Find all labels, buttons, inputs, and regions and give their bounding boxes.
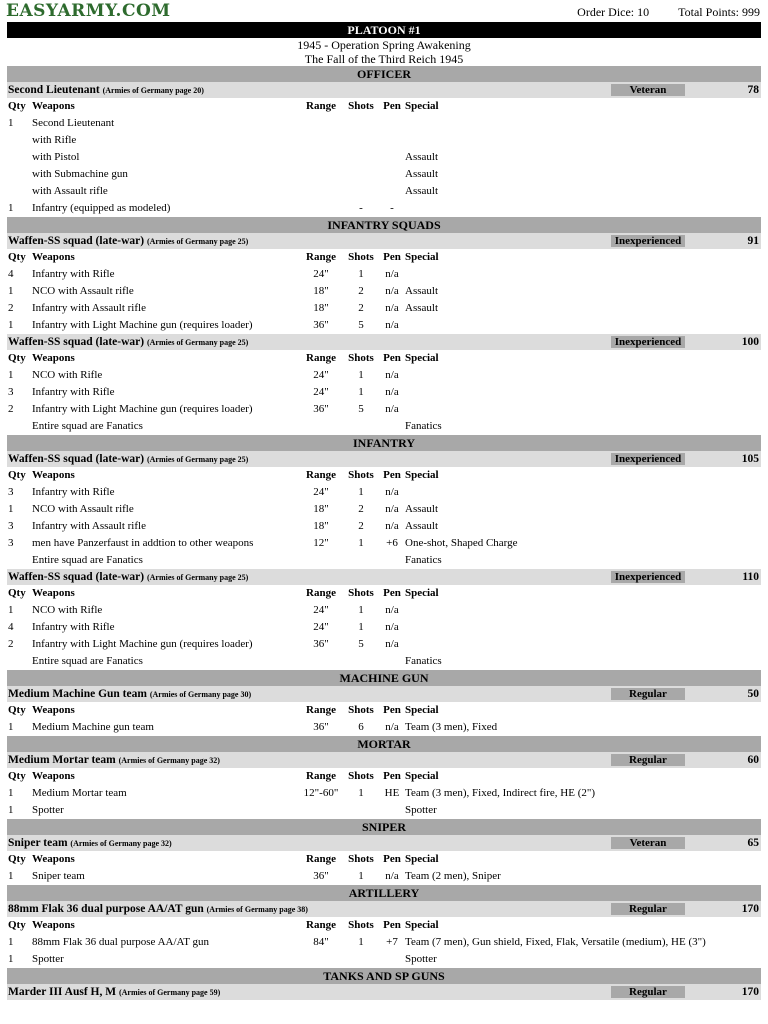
unit-name [8, 334, 248, 351]
unit-name-text: 88mm Flak 36 dual purpose AA/AT gun [8, 903, 204, 915]
weapon-qty: 1 [8, 319, 14, 331]
unit-experience-badge: Inexperienced [611, 235, 685, 247]
unit-reference: (Armies of Germany page 59) [118, 988, 221, 997]
column-header-weapons: Weapons [32, 853, 75, 865]
weapon-row [7, 418, 761, 435]
weapon-row [7, 653, 761, 670]
weapon-row [7, 552, 761, 569]
column-header-special: Special [405, 704, 439, 716]
weapon-row [7, 868, 761, 885]
weapon-weapon: Medium Machine gun team [32, 721, 154, 733]
weapon-weapon: Entire squad are Fanatics [32, 554, 143, 566]
weapon-weapon: Infantry with Assault rifle [32, 520, 146, 532]
weapon-shots: 1 [358, 787, 364, 799]
unit-name-text: Waffen-SS squad (late-war) [8, 336, 145, 348]
weapon-special: Assault [405, 168, 438, 180]
weapon-range: 36" [313, 403, 329, 415]
weapons-table-header [7, 917, 761, 934]
weapon-special: Team (3 men), Fixed, Indirect fire, HE (2") [405, 787, 596, 799]
weapon-row [7, 619, 761, 636]
weapon-weapon: NCO with Assault rifle [32, 285, 134, 297]
unit-reference: (Armies of Germany page 25) [146, 573, 249, 582]
weapon-qty: 4 [8, 621, 14, 633]
unit-name [8, 752, 220, 769]
column-header-pen: Pen [383, 251, 401, 263]
weapon-shots: 5 [358, 638, 364, 650]
unit-name [8, 233, 248, 250]
unit-points: 170 [741, 986, 759, 998]
weapon-shots: 1 [358, 604, 364, 616]
column-header-shots: Shots [348, 770, 374, 782]
weapon-qty: 2 [8, 403, 14, 415]
weapon-special: Spotter [405, 804, 437, 816]
weapon-weapon: Second Lieutenant [32, 117, 115, 129]
weapon-qty: 1 [8, 117, 14, 129]
column-header-weapons: Weapons [32, 352, 75, 364]
weapon-pen: n/a [385, 721, 399, 733]
column-header-qty: Qty [8, 587, 26, 599]
army-list [0, 66, 768, 1000]
section-header: INFANTRY SQUADS [7, 217, 761, 233]
column-header-weapons: Weapons [32, 100, 75, 112]
weapons-table-header [7, 98, 761, 115]
weapon-shots: 2 [358, 503, 364, 515]
weapons-table-header [7, 467, 761, 484]
weapon-qty: 1 [8, 202, 14, 214]
column-header-qty: Qty [8, 469, 26, 481]
unit-header [7, 569, 761, 585]
weapon-special: Assault [405, 151, 438, 163]
unit-experience-badge: Regular [611, 688, 685, 700]
unit-name-text: Sniper team [8, 837, 68, 849]
weapon-range: 18" [313, 302, 329, 314]
column-header-weapons: Weapons [32, 251, 75, 263]
weapon-pen: n/a [385, 403, 399, 415]
column-header-weapons: Weapons [32, 704, 75, 716]
unit-reference: (Armies of Germany page 32) [70, 839, 172, 848]
weapon-shots: 2 [358, 302, 364, 314]
unit-experience-badge: Veteran [611, 837, 685, 849]
column-header-range: Range [306, 251, 336, 263]
unit-reference: (Armies of Germany page 30) [149, 690, 252, 699]
weapon-pen: n/a [385, 870, 399, 882]
weapon-weapon: Infantry with Light Machine gun (requires loader) [32, 403, 253, 415]
weapon-row [7, 951, 761, 968]
weapon-weapon: Infantry with Assault rifle [32, 302, 146, 314]
weapon-row [7, 200, 761, 217]
weapon-weapon: Spotter [32, 953, 64, 965]
column-header-special: Special [405, 853, 439, 865]
weapon-pen: n/a [385, 486, 399, 498]
weapon-shots: - [359, 202, 363, 214]
weapon-pen: n/a [385, 268, 399, 280]
weapon-shots: 1 [358, 268, 364, 280]
unit-header [7, 901, 761, 917]
weapon-row [7, 719, 761, 736]
weapon-row [7, 132, 761, 149]
column-header-range: Range [306, 919, 336, 931]
section-header: SNIPER [7, 819, 761, 835]
page-header [0, 0, 768, 22]
platoon-title: PLATOON #1 [7, 22, 761, 38]
weapon-range: 36" [313, 721, 329, 733]
column-header-pen: Pen [383, 469, 401, 481]
unit-points: 110 [742, 571, 759, 583]
weapons-table-header [7, 768, 761, 785]
weapon-row [7, 149, 761, 166]
weapon-row [7, 802, 761, 819]
column-header-qty: Qty [8, 704, 26, 716]
unit-name [8, 82, 204, 99]
weapon-weapon: Infantry with Rifle [32, 268, 115, 280]
weapon-qty: 1 [8, 787, 14, 799]
column-header-qty: Qty [8, 919, 26, 931]
weapon-qty: 3 [8, 537, 14, 549]
column-header-qty: Qty [8, 853, 26, 865]
unit-experience-badge: Inexperienced [611, 571, 685, 583]
weapon-pen: n/a [385, 621, 399, 633]
unit-name [8, 901, 308, 918]
unit-reference: (Armies of Germany page 32) [118, 756, 220, 765]
weapon-weapon: Infantry with Light Machine gun (requires loader) [32, 638, 253, 650]
weapon-row [7, 484, 761, 501]
section-header: TANKS AND SP GUNS [7, 968, 761, 984]
weapon-pen: n/a [385, 285, 399, 297]
unit-points: 170 [741, 903, 759, 915]
unit-reference: (Armies of Germany page 25) [146, 338, 249, 347]
column-header-range: Range [306, 770, 336, 782]
column-header-pen: Pen [383, 704, 401, 716]
column-header-special: Special [405, 587, 439, 599]
weapon-range: 12" [313, 537, 329, 549]
unit-header [7, 752, 761, 768]
weapon-special: Assault [405, 302, 438, 314]
weapon-weapon: NCO with Rifle [32, 369, 103, 381]
weapon-range: 36" [313, 638, 329, 650]
unit-points: 105 [741, 453, 759, 465]
weapons-table-header [7, 702, 761, 719]
weapon-special: Assault [405, 503, 438, 515]
weapon-row [7, 300, 761, 317]
column-header-pen: Pen [383, 919, 401, 931]
weapons-table-header [7, 851, 761, 868]
weapon-qty: 1 [8, 721, 14, 733]
weapon-special: Assault [405, 185, 438, 197]
weapon-shots: 1 [358, 537, 364, 549]
weapon-weapon: with Rifle [32, 134, 77, 146]
weapon-weapon: Medium Mortar team [32, 787, 127, 799]
column-header-weapons: Weapons [32, 919, 75, 931]
unit-header [7, 451, 761, 467]
weapon-pen: - [390, 202, 394, 214]
weapon-weapon: NCO with Assault rifle [32, 503, 134, 515]
weapon-special: Fanatics [405, 420, 442, 432]
column-header-shots: Shots [348, 251, 374, 263]
weapon-weapon: Spotter [32, 804, 64, 816]
weapon-weapon: Infantry with Rifle [32, 386, 115, 398]
weapon-special: Fanatics [405, 655, 442, 667]
weapon-qty: 1 [8, 870, 14, 882]
weapon-weapon: Sniper team [32, 870, 85, 882]
total-points: Total Points: 999 [678, 5, 760, 19]
weapon-special: Spotter [405, 953, 437, 965]
weapon-weapon: Infantry with Rifle [32, 486, 115, 498]
unit-name-text: Medium Mortar team [8, 754, 116, 766]
column-header-qty: Qty [8, 251, 26, 263]
unit-header [7, 82, 761, 98]
unit-name-text: Second Lieutenant [8, 84, 100, 96]
weapon-range: 84" [313, 936, 329, 948]
weapon-qty: 1 [8, 936, 14, 948]
column-header-weapons: Weapons [32, 587, 75, 599]
weapon-shots: 2 [358, 285, 364, 297]
site-logo[interactable]: EASYARMY.COM [6, 1, 171, 21]
unit-experience-badge: Regular [611, 986, 685, 998]
weapon-weapon: with Pistol [32, 151, 80, 163]
weapon-pen: n/a [385, 319, 399, 331]
weapon-qty: 4 [8, 268, 14, 280]
column-header-pen: Pen [383, 770, 401, 782]
weapon-special: Fanatics [405, 554, 442, 566]
column-header-special: Special [405, 469, 439, 481]
weapon-special: Team (7 men), Gun shield, Fixed, Flak, Versatile (medium), HE (3") [405, 936, 706, 948]
weapon-shots: 1 [358, 936, 364, 948]
weapon-pen: n/a [385, 604, 399, 616]
weapon-row [7, 367, 761, 384]
section-header: OFFICER [7, 66, 761, 82]
weapon-range: 18" [313, 503, 329, 515]
weapon-shots: 5 [358, 403, 364, 415]
unit-name-text: Waffen-SS squad (late-war) [8, 453, 145, 465]
column-header-range: Range [306, 853, 336, 865]
section-header: ARTILLERY [7, 885, 761, 901]
column-header-range: Range [306, 704, 336, 716]
unit-name [8, 984, 220, 1001]
column-header-shots: Shots [348, 853, 374, 865]
column-header-weapons: Weapons [32, 469, 75, 481]
column-header-special: Special [405, 352, 439, 364]
weapon-row [7, 166, 761, 183]
weapon-special: Assault [405, 520, 438, 532]
weapon-row [7, 266, 761, 283]
unit-points: 78 [747, 84, 759, 96]
weapon-shots: 5 [358, 319, 364, 331]
weapon-pen: n/a [385, 302, 399, 314]
weapon-row [7, 283, 761, 300]
unit-name-text: Waffen-SS squad (late-war) [8, 571, 145, 583]
weapon-qty: 3 [8, 486, 14, 498]
weapon-range: 24" [313, 369, 329, 381]
column-header-qty: Qty [8, 352, 26, 364]
unit-header [7, 835, 761, 851]
weapon-weapon: men have Panzerfaust in addtion to other weapons [32, 537, 254, 549]
weapon-row [7, 518, 761, 535]
weapon-weapon: 88mm Flak 36 dual purpose AA/AT gun [32, 936, 210, 948]
weapon-range: 24" [313, 268, 329, 280]
unit-reference: (Armies of Germany page 38) [206, 905, 308, 914]
weapon-pen: n/a [385, 386, 399, 398]
weapon-weapon: with Assault rifle [32, 185, 108, 197]
column-header-special: Special [405, 100, 439, 112]
weapon-special: Team (3 men), Fixed [405, 721, 498, 733]
unit-header [7, 233, 761, 249]
weapon-weapon: Entire squad are Fanatics [32, 420, 143, 432]
column-header-range: Range [306, 587, 336, 599]
weapon-pen: +7 [386, 936, 398, 948]
unit-reference: (Armies of Germany page 20) [102, 86, 204, 95]
unit-points: 91 [747, 235, 759, 247]
weapon-row [7, 602, 761, 619]
unit-points: 100 [741, 336, 759, 348]
weapon-pen: n/a [385, 520, 399, 532]
order-dice: Order Dice: 10 [577, 5, 650, 19]
weapon-qty: 1 [8, 369, 14, 381]
weapon-special: Team (2 men), Sniper [405, 870, 501, 882]
unit-experience-badge: Regular [611, 754, 685, 766]
weapon-qty: 1 [8, 804, 14, 816]
weapon-shots: 6 [358, 721, 364, 733]
weapon-row [7, 501, 761, 518]
weapon-special: One-shot, Shaped Charge [405, 537, 518, 549]
weapon-weapon: Entire squad are Fanatics [32, 655, 143, 667]
weapon-qty: 2 [8, 638, 14, 650]
section-header: INFANTRY [7, 435, 761, 451]
weapon-weapon: Infantry with Light Machine gun (requires loader) [32, 319, 253, 331]
column-header-range: Range [306, 469, 336, 481]
platoon-subtitle-theatre: 1945 - Operation Spring Awakening [297, 38, 471, 52]
weapon-range: 18" [313, 520, 329, 532]
column-header-shots: Shots [348, 100, 374, 112]
column-header-shots: Shots [348, 469, 374, 481]
weapon-qty: 1 [8, 503, 14, 515]
weapon-qty: 1 [8, 953, 14, 965]
column-header-pen: Pen [383, 352, 401, 364]
column-header-range: Range [306, 100, 336, 112]
column-header-weapons: Weapons [32, 770, 75, 782]
weapon-weapon: with Submachine gun [32, 168, 128, 180]
weapon-range: 24" [313, 386, 329, 398]
column-header-special: Special [405, 251, 439, 263]
weapon-pen: +6 [386, 537, 398, 549]
weapon-shots: 1 [358, 386, 364, 398]
weapon-weapon: NCO with Rifle [32, 604, 103, 616]
unit-name-text: Medium Machine Gun team [8, 688, 147, 700]
column-header-qty: Qty [8, 100, 26, 112]
weapon-qty: 3 [8, 386, 14, 398]
weapon-pen: HE [384, 787, 400, 799]
weapon-weapon: Infantry with Rifle [32, 621, 115, 633]
weapon-qty: 2 [8, 302, 14, 314]
weapon-pen: n/a [385, 638, 399, 650]
weapon-qty: 3 [8, 520, 14, 532]
weapon-row [7, 535, 761, 552]
weapon-shots: 2 [358, 520, 364, 532]
unit-experience-badge: Veteran [611, 84, 685, 96]
unit-experience-badge: Regular [611, 903, 685, 915]
unit-experience-badge: Inexperienced [611, 336, 685, 348]
weapon-row [7, 183, 761, 200]
weapon-special: Assault [405, 285, 438, 297]
unit-points: 50 [747, 688, 759, 700]
unit-name-text: Marder III Ausf H, M [8, 986, 117, 998]
section-header: MACHINE GUN [7, 670, 761, 686]
unit-name [8, 686, 251, 703]
unit-header [7, 984, 761, 1000]
column-header-special: Special [405, 770, 439, 782]
column-header-shots: Shots [348, 587, 374, 599]
weapons-table-header [7, 249, 761, 266]
weapon-shots: 1 [358, 870, 364, 882]
weapon-row [7, 636, 761, 653]
column-header-pen: Pen [383, 587, 401, 599]
weapon-row [7, 934, 761, 951]
unit-reference: (Armies of Germany page 25) [146, 237, 249, 246]
weapon-shots: 1 [358, 369, 364, 381]
section-header: MORTAR [7, 736, 761, 752]
weapon-row [7, 384, 761, 401]
unit-name [8, 835, 172, 852]
weapon-range: 24" [313, 621, 329, 633]
unit-points: 65 [747, 837, 759, 849]
weapon-range: 36" [313, 870, 329, 882]
unit-header [7, 686, 761, 702]
weapon-range: 18" [313, 285, 329, 297]
weapon-qty: 1 [8, 285, 14, 297]
column-header-shots: Shots [348, 919, 374, 931]
weapon-qty: 1 [8, 604, 14, 616]
column-header-range: Range [306, 352, 336, 364]
weapon-row [7, 115, 761, 132]
weapon-range: 12"-60" [303, 787, 339, 799]
weapons-table-header [7, 585, 761, 602]
platoon-subtitle-selector: The Fall of the Third Reich 1945 [304, 52, 464, 66]
unit-header [7, 334, 761, 350]
column-header-pen: Pen [383, 853, 401, 865]
column-header-shots: Shots [348, 352, 374, 364]
weapon-shots: 1 [358, 621, 364, 633]
column-header-shots: Shots [348, 704, 374, 716]
weapon-range: 24" [313, 486, 329, 498]
unit-name [8, 569, 248, 586]
unit-experience-badge: Inexperienced [611, 453, 685, 465]
header-stats [551, 5, 760, 20]
unit-name [8, 451, 248, 468]
weapon-row [7, 317, 761, 334]
weapon-weapon: Infantry (equipped as modeled) [32, 202, 171, 214]
unit-name-text: Waffen-SS squad (late-war) [8, 235, 145, 247]
weapon-row [7, 401, 761, 418]
unit-points: 60 [747, 754, 759, 766]
weapon-range: 24" [313, 604, 329, 616]
weapon-pen: n/a [385, 503, 399, 515]
column-header-qty: Qty [8, 770, 26, 782]
weapon-pen: n/a [385, 369, 399, 381]
column-header-pen: Pen [383, 100, 401, 112]
unit-reference: (Armies of Germany page 25) [146, 455, 249, 464]
weapon-row [7, 785, 761, 802]
weapons-table-header [7, 350, 761, 367]
weapon-range: 36" [313, 319, 329, 331]
column-header-special: Special [405, 919, 439, 931]
weapon-shots: 1 [358, 486, 364, 498]
